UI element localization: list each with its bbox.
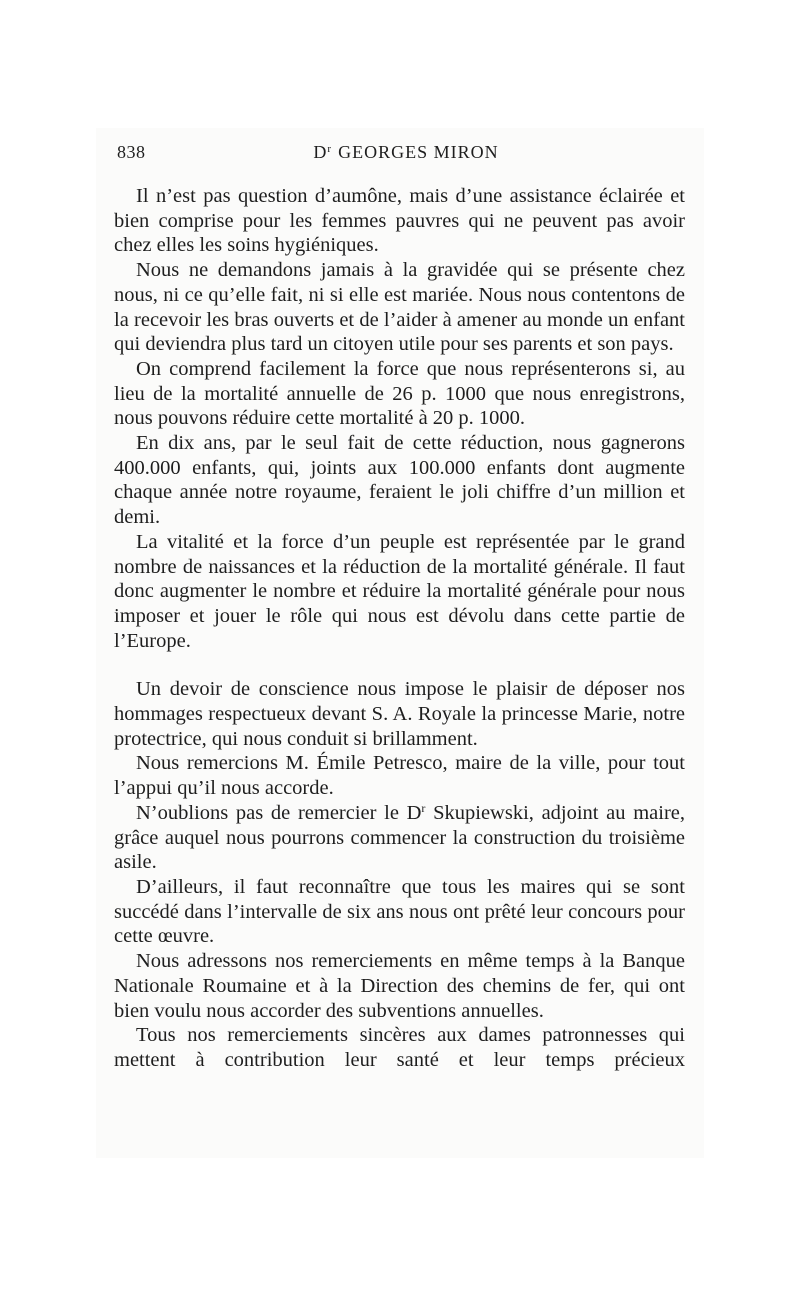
running-title	[117, 142, 685, 163]
paragraph-gravidee: Nous ne demandons jamais à la gravidée qui se présente chez nous, ni ce qu’elle fait, ni si elle est mariée. Nous nous contentons de la recevoir les bras ouverts et de l’aider à amener au monde un enfant qui deviendra plus tard un citoyen utile pour ses parents et son pays.	[114, 259, 685, 356]
paragraph-hommages: Un devoir de conscience nous impose le plaisir de déposer nos hommages respectueux devant S. A. Royale la princesse Marie, notre protectrice, qui nous conduit si brillamment.	[114, 678, 685, 750]
skupiewski-text-after: Skupiewski, adjoint au maire, grâce auquel nous pourrons commencer la construction du troisième asile.	[114, 801, 685, 874]
skupiewski-text-before: N’oublions pas de remercier le D	[136, 801, 422, 824]
section-gap	[114, 653, 685, 677]
running-title-prefix: D	[313, 142, 328, 162]
body-text	[114, 184, 685, 1073]
paragraph-mortalite: On comprend facilement la force que nous représenterons si, au lieu de la mortalité annuelle de 26 p. 1000 que nous enregistrons, nous pouvons réduire cette mortalité à 20 p. 1000.	[114, 357, 685, 430]
paragraph-vitalite: La vitalité et la force d’un peuple est représentée par le grand nombre de naissances et la réduction de la mortalité générale. Il faut donc augmenter le nombre et réduire la mortalité générale pour nous imposer et jouer le rôle qui nous est dévolu dans cette partie de l’Europe.	[114, 530, 685, 652]
paragraph-assistance: Il n’est pas question d’aumône, mais d’une assistance éclairée et bien comprise pour les femmes pauvres qui ne peuvent pas avoir chez elles les soins hygiéniques.	[114, 185, 685, 257]
page-header	[117, 142, 685, 166]
paragraph-skupiewski	[114, 801, 685, 875]
skupiewski-dr-sup: r	[421, 800, 426, 815]
paragraph-dames: Tous nos remerciements sincères aux dames patronnesses qui mettent à contribution leur santé et leur temps précieux	[114, 1024, 685, 1071]
paragraph-maires: D’ailleurs, il faut reconnaître que tous les maires qui se sont succédé dans l’intervalle de six ans nous ont prêté leur concours pour cette œuvre.	[114, 875, 685, 948]
paragraph-banque: Nous adressons nos remerciements en même temps à la Banque Nationale Roumaine et à la Direction des chemins de fer, qui ont bien voulu nous accorder des subventions annuelles.	[114, 950, 685, 1022]
paragraph-petresco: Nous remercions M. Émile Petresco, maire de la ville, pour tout l’appui qu’il nous accorde.	[114, 752, 685, 800]
running-title-name: GEORGES MIRON	[338, 142, 499, 162]
page-number: 838	[117, 142, 146, 162]
running-title-prefix-sup: r	[327, 143, 333, 155]
paragraph-dix-ans: En dix ans, par le seul fait de cette réduction, nous gagnerons 400.000 enfants, qui, joints aux 100.000 enfants dont augmente chaque année notre royaume, feraient le joli chiffre d’un million et demi.	[114, 432, 685, 529]
